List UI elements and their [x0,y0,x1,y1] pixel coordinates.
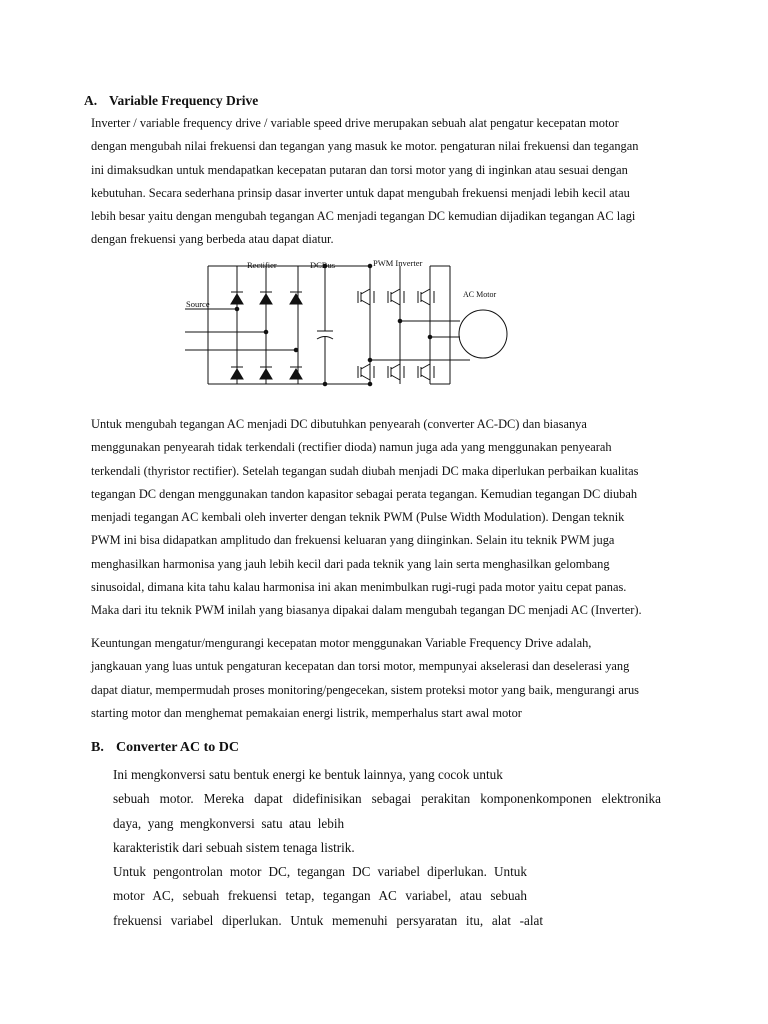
paragraph-line: karakteristik dari sebuah sistem tenaga listrik. [113,839,355,855]
paragraph-line: menggunakan penyearah tidak terkendali (rectifier dioda) namun juga ada yang menggunakan penyearah [91,440,612,455]
igbt-switch [388,289,404,305]
pwm-inverter-label: PWM Inverter [373,258,423,268]
igbt-switch [388,364,404,380]
paragraph-line: Maka dari itu teknik PWM inilah yang biasanya dipakai dalam mengubah tegangan DC menjadi AC (Inverter). [91,603,642,618]
paragraph-line: lebih besar yaitu dengan mengubah tegangan AC menjadi tegangan DC kemudian dijadikan tegangan AC lagi [91,209,636,224]
paragraph-line: frekuensi variabel diperlukan. Untuk memenuhi persyaratan itu, alat -alat [113,912,543,928]
paragraph-line: Keuntungan mengatur/mengurangi kecepatan motor menggunakan Variable Frequency Drive adalah, [91,636,592,650]
igbt-switch [358,364,374,380]
paragraph-line: tegangan DC dengan menggunakan tandon kapasitor sebagai perata tegangan. Kemudian tegangan DC diubah [91,486,638,501]
paragraph-line: Ini mengkonversi satu bentuk energi ke bentuk lainnya, yang cocok untuk [113,767,503,782]
paragraph-line: starting motor dan menghemat pemakaian energi listrik, memperhalus start awal motor [91,705,522,720]
paragraph-line: PWM ini bisa didapatkan amplitudo dan frekuensi keluaran yang diinginkan. Selain itu teknik PWM juga [91,533,615,548]
section-b-body [113,763,661,933]
rectifier-label: Rectifier [247,260,277,270]
paragraph-line: terkendali (thyristor rectifier). Setelah tegangan sudah diubah menjadi DC maka diperlukan perbaikan kualitas [91,463,639,478]
paragraph-2 [91,413,691,623]
paragraph-line: menjadi tegangan AC kembali oleh inverter dengan teknik PWM (Pulse Width Modulation). Dengan teknik [91,510,625,525]
paragraph-line: daya, yang mengkonversi satu atau lebih [113,815,345,831]
section-b-title: Converter AC to DC [116,740,239,755]
paragraph-line: Inverter / variable frequency drive / variable speed drive merupakan sebuah alat pengatur kecepatan motor [91,116,619,130]
paragraph-line: motor AC, sebuah frekuensi tetap, tegangan AC variabel, atau sebuah [113,888,527,904]
paragraph-line: dengan mengubah nilai frekuensi dan tegangan yang masuk ke motor. pengaturan nilai frekuensi dan tegangan [91,139,639,154]
paragraph-line: kebutuhan. Secara sederhana prinsip dasar inverter untuk dapat mengubah frekuensi menjadi lebih kecil atau [91,185,630,200]
igbt-switch [418,364,434,380]
paragraph-line: menghasilkan harmonisa yang jauh lebih kecil dari pada teknik yang lain serta menghasilkan gelombang [91,556,610,571]
section-a-title: Variable Frequency Drive [109,93,259,108]
igbt-switch [358,289,374,305]
paragraph-line: sinusoidal, dimana kita tahu kalau harmonisa ini akan menimbulkan rugi-rugi pada motor yaitu cepat panas. [91,580,627,595]
paragraph-3 [91,632,691,725]
vfd-circuit-diagram [180,254,520,394]
paragraph-line: ini dimaksudkan untuk mendapatkan kecepatan putaran dan torsi motor yang di inginkan atau sesuai dengan [91,162,628,177]
section-a-heading [84,93,258,109]
section-a-number: A. [84,93,98,108]
ac-motor-label: AC Motor [463,290,497,299]
paragraph-line: jangkauan yang luas untuk pengaturan kecepatan dan torsi motor, mempunyai akselerasi dan deselerasi yang [91,659,630,674]
paragraph-line: Untuk mengubah tegangan AC menjadi DC dibutuhkan penyearah (converter AC-DC) dan biasanya [91,417,587,431]
source-label: Source [186,299,210,309]
section-b-heading [91,740,239,756]
dcbus-label: DCBus [310,260,336,270]
paragraph-line: sebuah motor. Mereka dapat didefinisikan sebagai perakitan komponenkomponen elektronika [113,791,661,807]
paragraph-1 [91,112,691,252]
paragraph-line: dengan frekuensi yang berbeda atau dapat diatur. [91,232,334,247]
paragraph-line: Untuk pengontrolan motor DC, tegangan DC variabel diperlukan. Untuk [113,864,527,880]
paragraph-line: dapat diatur, mempermudah proses monitoring/pengecekan, sistem proteksi motor yang baik, mengurangi arus [91,682,639,697]
section-b-number: B. [91,740,104,755]
igbt-switch [418,289,434,305]
